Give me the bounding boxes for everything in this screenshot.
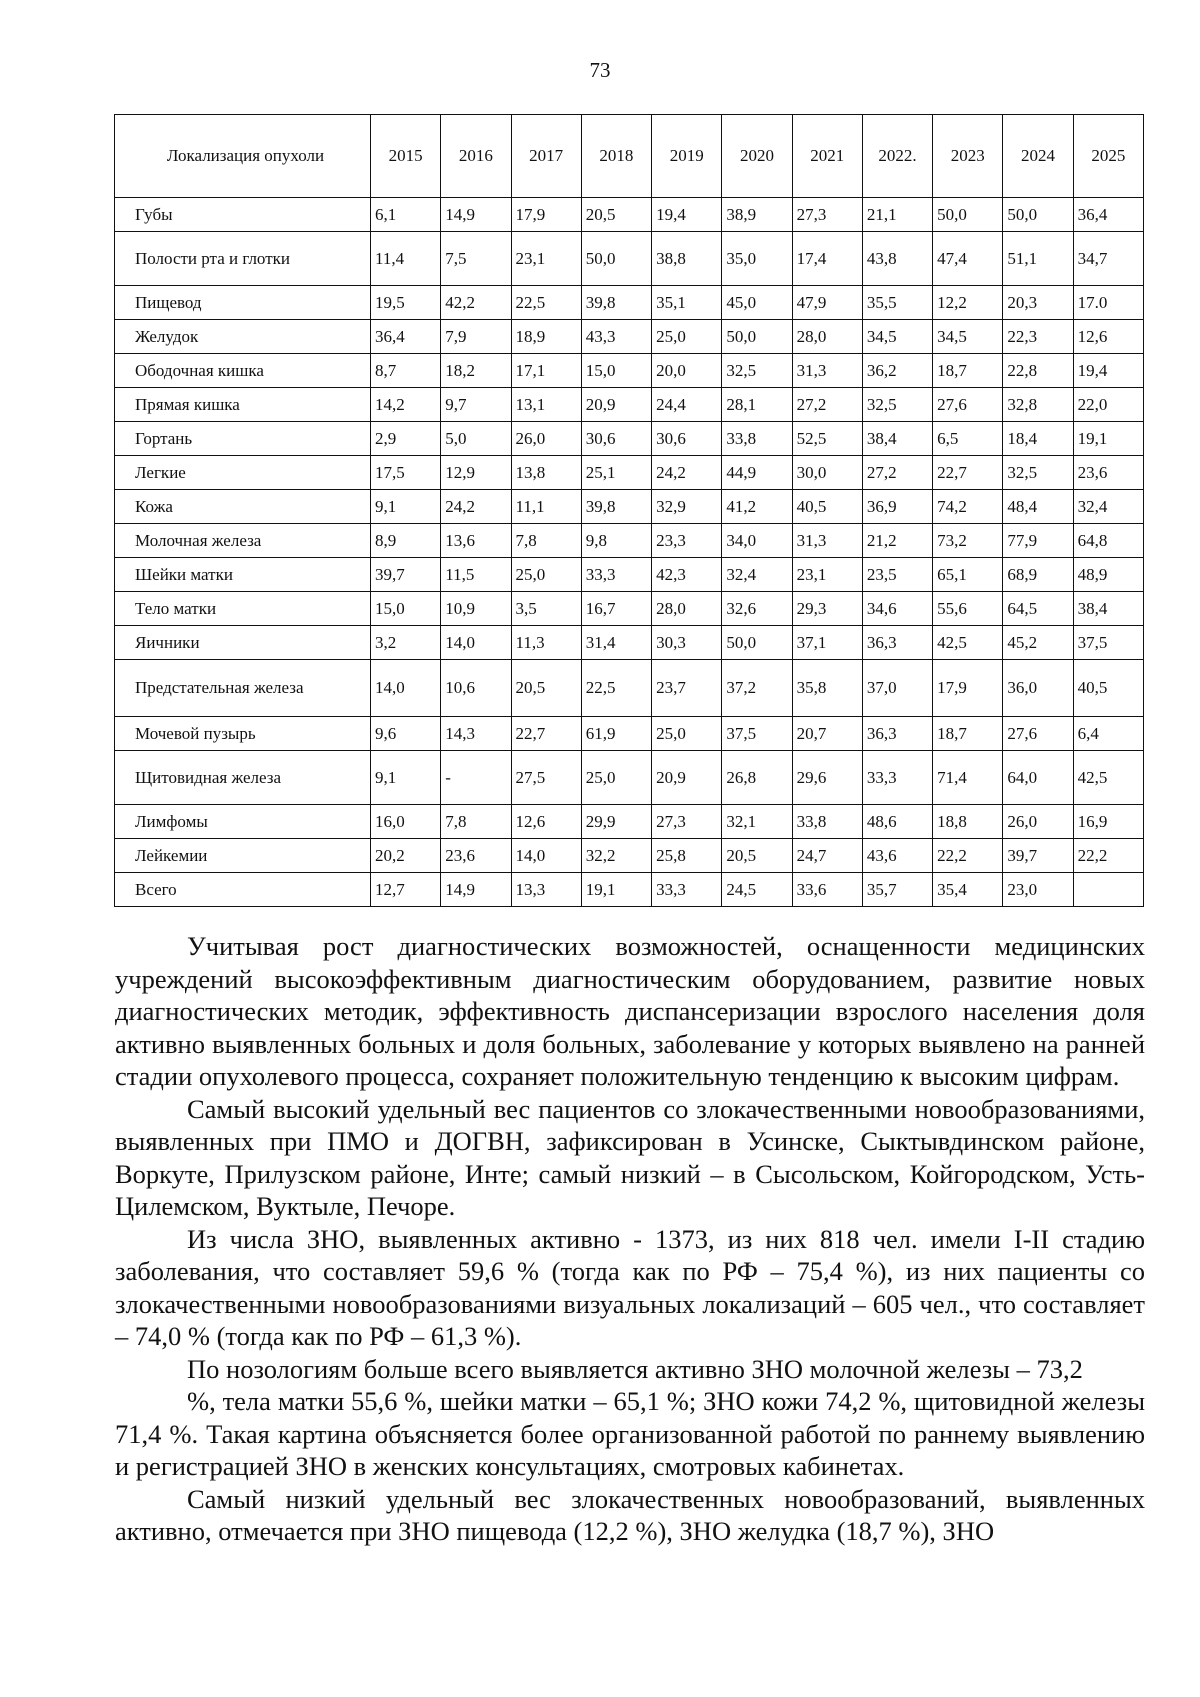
row-label: Всего [115, 873, 371, 907]
table-cell: 23,1 [792, 558, 862, 592]
table-cell: 17,4 [792, 232, 862, 286]
table-cell: 15,0 [581, 354, 651, 388]
table-cell: 29,6 [792, 751, 862, 805]
table-cell: 48,9 [1073, 558, 1143, 592]
table-cell: 10,9 [441, 592, 511, 626]
table-cell: 6,4 [1073, 717, 1143, 751]
row-label: Лимфомы [115, 805, 371, 839]
body-text [115, 930, 1145, 1548]
table-cell: 36,3 [862, 717, 932, 751]
table-cell: 12,7 [371, 873, 441, 907]
table-cell: 74,2 [933, 490, 1003, 524]
table-cell: 42,3 [652, 558, 722, 592]
table-cell: 25,0 [581, 751, 651, 805]
table-cell: 22,2 [933, 839, 1003, 873]
table-cell: 13,8 [511, 456, 581, 490]
table-cell: 31,3 [792, 524, 862, 558]
table-cell: 22,8 [1003, 354, 1073, 388]
table-cell: 18,7 [933, 717, 1003, 751]
table-cell: 36,2 [862, 354, 932, 388]
table-cell: 6,1 [371, 198, 441, 232]
table-cell: 65,1 [933, 558, 1003, 592]
table-cell: 18,9 [511, 320, 581, 354]
table-cell: 27,5 [511, 751, 581, 805]
table-cell: 50,0 [581, 232, 651, 286]
table-row [115, 558, 1144, 592]
header-year: 2017 [511, 115, 581, 198]
table-cell: 48,4 [1003, 490, 1073, 524]
table-row [115, 354, 1144, 388]
table-cell: 39,8 [581, 286, 651, 320]
table-cell: 68,9 [1003, 558, 1073, 592]
table-cell: 17,9 [511, 198, 581, 232]
table-cell: 32,9 [652, 490, 722, 524]
table-cell: 19,4 [1073, 354, 1143, 388]
row-label: Кожа [115, 490, 371, 524]
header-year: 2021 [792, 115, 862, 198]
table-cell: 38,4 [862, 422, 932, 456]
table-cell: 18,2 [441, 354, 511, 388]
row-label: Яичники [115, 626, 371, 660]
table-cell: 17,9 [933, 660, 1003, 717]
table-cell: 26,0 [511, 422, 581, 456]
table-cell: 45,2 [1003, 626, 1073, 660]
page-number: 73 [589, 58, 611, 82]
table-cell: 9,8 [581, 524, 651, 558]
table-cell: 32,2 [581, 839, 651, 873]
table-cell: 13,1 [511, 388, 581, 422]
table-cell: 27,2 [792, 388, 862, 422]
table-cell: 23,6 [441, 839, 511, 873]
table-cell: 27,3 [652, 805, 722, 839]
table-cell: 43,8 [862, 232, 932, 286]
table-cell: 32,5 [722, 354, 792, 388]
table-row [115, 232, 1144, 286]
row-label: Мочевой пузырь [115, 717, 371, 751]
table-cell: 32,4 [722, 558, 792, 592]
table-cell: 19,5 [371, 286, 441, 320]
table-cell: 28,1 [722, 388, 792, 422]
table-cell: 36,4 [371, 320, 441, 354]
table-row [115, 839, 1144, 873]
table-cell: 3,2 [371, 626, 441, 660]
row-label: Молочная железа [115, 524, 371, 558]
table-cell: 32,8 [1003, 388, 1073, 422]
table-cell: 33,3 [862, 751, 932, 805]
table-cell: 14,3 [441, 717, 511, 751]
table-cell: 50,0 [933, 198, 1003, 232]
table-cell: 32,6 [722, 592, 792, 626]
table-cell: 50,0 [722, 320, 792, 354]
table-cell: 9,1 [371, 490, 441, 524]
table-cell: 30,6 [652, 422, 722, 456]
table-cell: 27,6 [933, 388, 1003, 422]
table-cell: 21,1 [862, 198, 932, 232]
table-cell: 35,5 [862, 286, 932, 320]
table-cell: 64,5 [1003, 592, 1073, 626]
table-cell: 25,1 [581, 456, 651, 490]
header-year: 2023 [933, 115, 1003, 198]
row-label: Пищевод [115, 286, 371, 320]
table-cell: 47,4 [933, 232, 1003, 286]
table-cell: 12,2 [933, 286, 1003, 320]
table-cell: 51,1 [1003, 232, 1073, 286]
table-cell: 13,3 [511, 873, 581, 907]
paragraph: Из числа ЗНО, выявленных активно - 1373, из них 818 чел. имели I-II стадию заболевания, что составляет 59,6 % (тогда как по РФ – 75,4 %), из них пациенты со злокачественными новообразованиями визуальных локализаций – 605 чел., что составляет – 74,0 % (тогда как по РФ – 61,3 %). [115, 1223, 1145, 1351]
table-row [115, 592, 1144, 626]
table-row [115, 490, 1144, 524]
table-cell: 35,4 [933, 873, 1003, 907]
table-cell: 16,0 [371, 805, 441, 839]
table-cell: 48,6 [862, 805, 932, 839]
table-row [115, 626, 1144, 660]
header-year: 2019 [652, 115, 722, 198]
header-year: 2025 [1073, 115, 1143, 198]
table-cell: 36,4 [1073, 198, 1143, 232]
table-cell: 16,7 [581, 592, 651, 626]
row-label: Гортань [115, 422, 371, 456]
table-cell: 19,4 [652, 198, 722, 232]
header-year: 2016 [441, 115, 511, 198]
tumor-localization-table [114, 114, 1144, 907]
table-cell: 34,5 [933, 320, 1003, 354]
table-cell: 18,8 [933, 805, 1003, 839]
table-cell: 23,7 [652, 660, 722, 717]
table-cell: 23,1 [511, 232, 581, 286]
table-row [115, 422, 1144, 456]
table-cell: 31,3 [792, 354, 862, 388]
table-cell: 36,0 [1003, 660, 1073, 717]
table-cell: 43,3 [581, 320, 651, 354]
table-cell: 12,6 [1073, 320, 1143, 354]
table-cell: - [441, 751, 511, 805]
table-cell: 16,9 [1073, 805, 1143, 839]
table-cell: 30,6 [581, 422, 651, 456]
table-cell: 10,6 [441, 660, 511, 717]
table-cell: 38,8 [652, 232, 722, 286]
table-cell: 35,0 [722, 232, 792, 286]
table-cell: 22,0 [1073, 388, 1143, 422]
table-cell: 14,9 [441, 198, 511, 232]
table-cell: 20,3 [1003, 286, 1073, 320]
table-cell: 22,7 [511, 717, 581, 751]
row-label: Губы [115, 198, 371, 232]
table-row [115, 805, 1144, 839]
table-cell: 14,2 [371, 388, 441, 422]
table-cell: 5,0 [441, 422, 511, 456]
table-cell: 61,9 [581, 717, 651, 751]
row-label: Легкие [115, 456, 371, 490]
table-body [115, 198, 1144, 907]
table-cell: 17,1 [511, 354, 581, 388]
table-row [115, 717, 1144, 751]
table-cell: 52,5 [792, 422, 862, 456]
row-label: Ободочная кишка [115, 354, 371, 388]
table-cell: 42,5 [1073, 751, 1143, 805]
table-row [115, 660, 1144, 717]
table-cell: 26,0 [1003, 805, 1073, 839]
paragraph: Учитывая рост диагностических возможностей, оснащенности медицинских учреждений высокоэффективным диагностическим оборудованием, развитие новых диагностических методик, эффективность диспансеризации взрослого населения доля активно выявленных больных и доля больных, заболевание у которых выявлено на ранней стадии опухолевого процесса, сохраняет положительную тенденцию к высоким цифрам. [115, 931, 1145, 1091]
table-cell: 34,0 [722, 524, 792, 558]
row-label: Желудок [115, 320, 371, 354]
header-year: 2015 [371, 115, 441, 198]
table-cell: 45,0 [722, 286, 792, 320]
table-cell: 21,2 [862, 524, 932, 558]
table-cell: 24,7 [792, 839, 862, 873]
table-cell: 47,9 [792, 286, 862, 320]
table-cell: 18,7 [933, 354, 1003, 388]
table-cell: 55,6 [933, 592, 1003, 626]
table-cell: 73,2 [933, 524, 1003, 558]
table-cell: 32,4 [1073, 490, 1143, 524]
table-row [115, 286, 1144, 320]
table-cell: 30,0 [792, 456, 862, 490]
table-cell: 33,8 [792, 805, 862, 839]
paragraph: Самый низкий удельный вес злокачественных новообразований, выявленных активно, отмечается при ЗНО пищевода (12,2 %), ЗНО желудка (18,7 %), ЗНО [115, 1483, 1145, 1546]
table-cell: 38,9 [722, 198, 792, 232]
table-cell: 7,5 [441, 232, 511, 286]
header-year: 2020 [722, 115, 792, 198]
table-header-row [115, 115, 1144, 198]
table-cell: 9,7 [441, 388, 511, 422]
table-cell: 24,5 [722, 873, 792, 907]
table-cell: 50,0 [722, 626, 792, 660]
table-cell: 35,8 [792, 660, 862, 717]
table-cell: 11,3 [511, 626, 581, 660]
paragraph: По нозологиям больше всего выявляется активно ЗНО молочной железы – 73,2 [187, 1353, 1083, 1384]
table-cell: 42,5 [933, 626, 1003, 660]
table-cell: 32,5 [862, 388, 932, 422]
row-label: Тело матки [115, 592, 371, 626]
table-cell: 12,6 [511, 805, 581, 839]
table-cell: 3,5 [511, 592, 581, 626]
table-row [115, 388, 1144, 422]
table-cell: 50,0 [1003, 198, 1073, 232]
table-cell: 29,3 [792, 592, 862, 626]
table-cell: 36,9 [862, 490, 932, 524]
table-cell: 12,9 [441, 456, 511, 490]
table-cell: 34,6 [862, 592, 932, 626]
table-cell: 33,3 [652, 873, 722, 907]
header-location: Локализация опухоли [115, 115, 371, 198]
row-label: Шейки матки [115, 558, 371, 592]
table-cell: 20,9 [581, 388, 651, 422]
table-cell: 11,5 [441, 558, 511, 592]
table-cell: 27,3 [792, 198, 862, 232]
table-cell: 42,2 [441, 286, 511, 320]
table-cell: 35,1 [652, 286, 722, 320]
table-row [115, 751, 1144, 805]
table-cell: 23,0 [1003, 873, 1073, 907]
table-cell: 43,6 [862, 839, 932, 873]
table-cell: 36,3 [862, 626, 932, 660]
table-cell: 37,1 [792, 626, 862, 660]
table-cell: 24,2 [441, 490, 511, 524]
table-cell: 31,4 [581, 626, 651, 660]
table-cell: 27,6 [1003, 717, 1073, 751]
table-row [115, 320, 1144, 354]
table-row [115, 198, 1144, 232]
table-cell: 2,9 [371, 422, 441, 456]
table-cell: 37,5 [1073, 626, 1143, 660]
table-cell: 30,3 [652, 626, 722, 660]
table-cell: 23,5 [862, 558, 932, 592]
table-cell: 22,5 [581, 660, 651, 717]
table-cell: 8,9 [371, 524, 441, 558]
table-cell: 20,0 [652, 354, 722, 388]
table-cell: 37,5 [722, 717, 792, 751]
table-cell: 38,4 [1073, 592, 1143, 626]
table-cell: 7,8 [511, 524, 581, 558]
table-cell: 17,5 [371, 456, 441, 490]
table-cell: 7,8 [441, 805, 511, 839]
row-label: Щитовидная железа [115, 751, 371, 805]
table-cell: 23,3 [652, 524, 722, 558]
table-cell: 28,0 [792, 320, 862, 354]
table-cell: 14,0 [441, 626, 511, 660]
table-cell: 13,6 [441, 524, 511, 558]
paragraph: %, тела матки 55,6 %, шейки матки – 65,1 %; ЗНО кожи 74,2 %, щитовидной железы 71,4 %. Такая картина объясняется более организованной работой по раннему выявлению и регистрацией ЗНО в женских консультациях, смотровых кабинетах. [115, 1386, 1145, 1481]
table-cell: 29,9 [581, 805, 651, 839]
table-cell: 34,5 [862, 320, 932, 354]
table-cell: 22,5 [511, 286, 581, 320]
table-cell: 33,8 [722, 422, 792, 456]
table-cell: 22,7 [933, 456, 1003, 490]
table-cell: 41,2 [722, 490, 792, 524]
table-row [115, 456, 1144, 490]
table-cell: 20,7 [792, 717, 862, 751]
table-cell: 14,0 [371, 660, 441, 717]
table-cell: 11,4 [371, 232, 441, 286]
table-cell: 39,7 [371, 558, 441, 592]
table-cell: 34,7 [1073, 232, 1143, 286]
table-cell: 33,6 [792, 873, 862, 907]
table-cell: 24,4 [652, 388, 722, 422]
table-cell: 11,1 [511, 490, 581, 524]
table-cell: 37,0 [862, 660, 932, 717]
header-year: 2022. [862, 115, 932, 198]
table-row [115, 873, 1144, 907]
table-cell: 40,5 [792, 490, 862, 524]
row-label: Предстательная железа [115, 660, 371, 717]
table-cell: 33,3 [581, 558, 651, 592]
table-cell: 25,0 [511, 558, 581, 592]
row-label: Лейкемии [115, 839, 371, 873]
table-cell [1073, 873, 1143, 907]
table-cell: 35,7 [862, 873, 932, 907]
table-cell: 18,4 [1003, 422, 1073, 456]
table-cell: 8,7 [371, 354, 441, 388]
table-cell: 9,1 [371, 751, 441, 805]
table-cell: 20,5 [722, 839, 792, 873]
table-cell: 40,5 [1073, 660, 1143, 717]
table-cell: 6,5 [933, 422, 1003, 456]
table-cell: 27,2 [862, 456, 932, 490]
table-cell: 22,3 [1003, 320, 1073, 354]
row-label: Полости рта и глотки [115, 232, 371, 286]
table-cell: 71,4 [933, 751, 1003, 805]
header-year: 2018 [581, 115, 651, 198]
table-cell: 77,9 [1003, 524, 1073, 558]
table-cell: 19,1 [581, 873, 651, 907]
table-cell: 23,6 [1073, 456, 1143, 490]
table-cell: 25,8 [652, 839, 722, 873]
table-cell: 20,5 [511, 660, 581, 717]
table-cell: 25,0 [652, 320, 722, 354]
table-cell: 39,8 [581, 490, 651, 524]
table-cell: 15,0 [371, 592, 441, 626]
table-cell: 37,2 [722, 660, 792, 717]
table-cell: 39,7 [1003, 839, 1073, 873]
table-cell: 44,9 [722, 456, 792, 490]
table-cell: 17.0 [1073, 286, 1143, 320]
table-cell: 64,8 [1073, 524, 1143, 558]
table-cell: 26,8 [722, 751, 792, 805]
table-cell: 14,9 [441, 873, 511, 907]
table-cell: 20,9 [652, 751, 722, 805]
table-cell: 19,1 [1073, 422, 1143, 456]
table-cell: 9,6 [371, 717, 441, 751]
header-year: 2024 [1003, 115, 1073, 198]
row-label: Прямая кишка [115, 388, 371, 422]
table-cell: 20,5 [581, 198, 651, 232]
table-cell: 28,0 [652, 592, 722, 626]
table-row [115, 524, 1144, 558]
table-cell: 32,1 [722, 805, 792, 839]
paragraph: Самый высокий удельный вес пациентов со злокачественными новообразованиями, выявленных при ПМО и ДОГВН, зафиксирован в Усинске, Сыктывдинском районе, Воркуте, Прилузском районе, Инте; самый низкий – в Сысольском, Койгородском, Усть-Цилемском, Вуктыле, Печоре. [115, 1093, 1145, 1221]
table-cell: 22,2 [1073, 839, 1143, 873]
table-cell: 32,5 [1003, 456, 1073, 490]
table-cell: 24,2 [652, 456, 722, 490]
table-cell: 7,9 [441, 320, 511, 354]
table-cell: 20,2 [371, 839, 441, 873]
table-cell: 14,0 [511, 839, 581, 873]
table-cell: 25,0 [652, 717, 722, 751]
table-cell: 64,0 [1003, 751, 1073, 805]
